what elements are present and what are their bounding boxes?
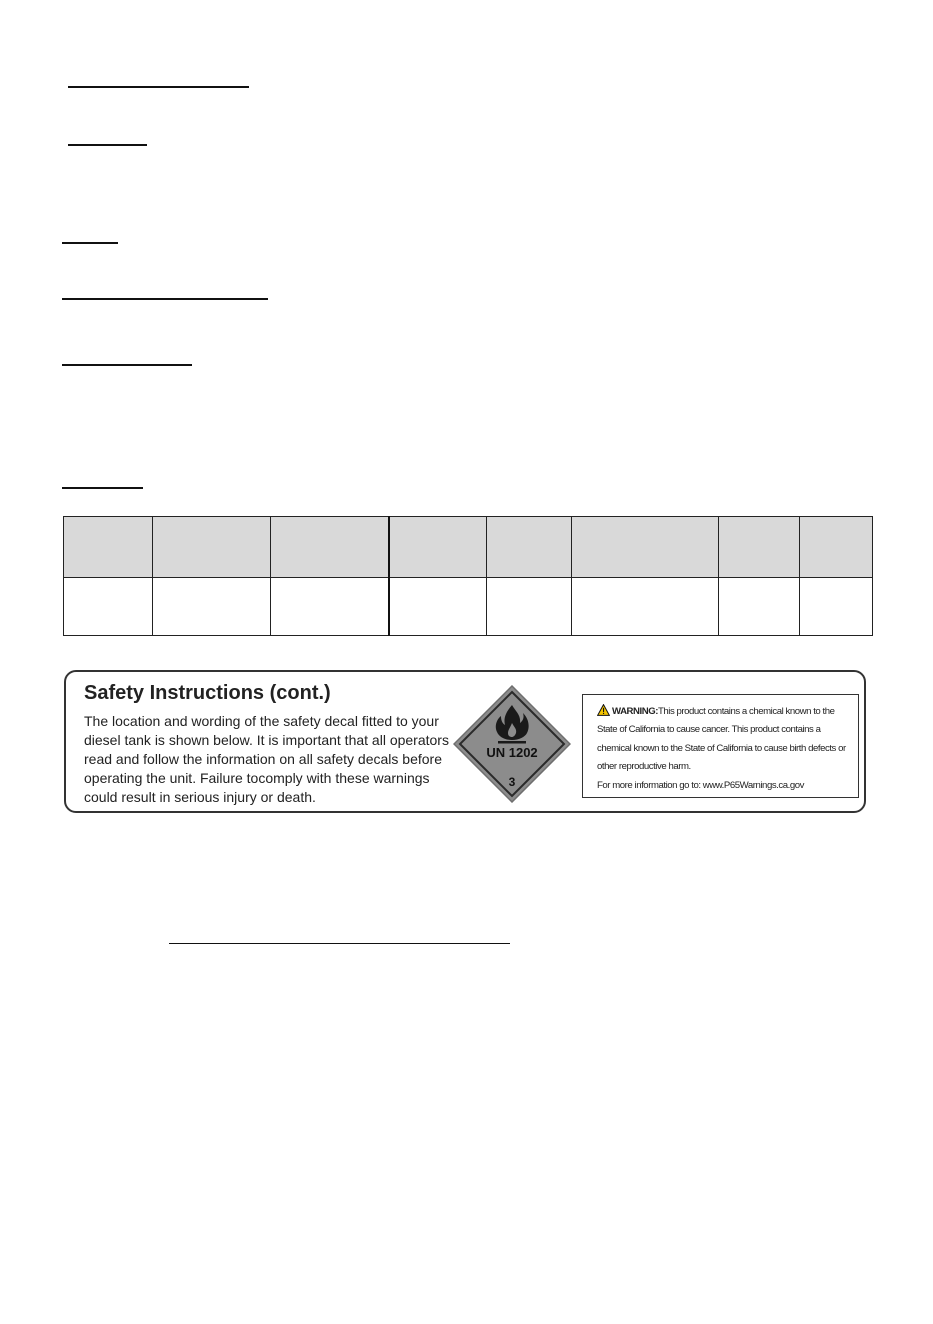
table-cell <box>389 578 487 636</box>
table-row <box>64 578 873 636</box>
table-cell <box>800 578 873 636</box>
table-header-cell <box>271 517 389 578</box>
warning-text: This product contains a chemical known to the <box>657 706 835 717</box>
warning-triangle-icon <box>597 704 610 716</box>
safety-body-line: diesel tank is shown below. It is important that all operators <box>84 732 449 748</box>
table-header-cell <box>800 517 873 578</box>
warning-line: State of California to cause cancer. This product contains a <box>597 724 821 736</box>
table-header-cell <box>487 517 572 578</box>
heading-rule-6 <box>62 487 143 489</box>
table-cell <box>572 578 719 636</box>
table-header-cell <box>572 517 719 578</box>
table-header-cell <box>64 517 153 578</box>
table-cell <box>153 578 271 636</box>
heading-rule-4 <box>62 298 268 300</box>
hazard-class-number: 3 <box>508 775 516 789</box>
table-cell <box>64 578 153 636</box>
table-cell <box>719 578 800 636</box>
table-cell <box>487 578 572 636</box>
warning-label: WARNING: <box>612 706 658 717</box>
heading-rule-1 <box>68 86 249 88</box>
warning-line <box>597 703 858 721</box>
table-header-cell <box>153 517 271 578</box>
table-cell <box>271 578 389 636</box>
hazard-diamond-label <box>453 685 571 803</box>
specification-table <box>63 516 873 636</box>
table-header-cell <box>389 517 487 578</box>
heading-rule-3 <box>62 242 118 244</box>
safety-body-line: The location and wording of the safety decal fitted to your <box>84 713 439 729</box>
warning-line: chemical known to the State of California to cause birth defects or <box>597 742 846 754</box>
safety-panel-body <box>84 712 449 807</box>
safety-body-line: could result in serious injury or death. <box>84 789 316 805</box>
warning-line: other reproductive harm. <box>597 761 691 773</box>
signature-line <box>169 943 510 944</box>
safety-body-line: operating the unit. Failure tocomply with these warnings <box>84 770 430 786</box>
un-number: UN 1202 <box>486 745 538 760</box>
table-header-cell <box>719 517 800 578</box>
table-header-row <box>64 517 873 578</box>
warning-more-info: For more information go to: www.P65Warnings.ca.gov <box>597 779 804 791</box>
prop65-warning-box <box>582 694 859 798</box>
heading-rule-5 <box>62 364 192 366</box>
safety-panel-title: Safety Instructions (cont.) <box>84 682 331 704</box>
safety-body-line: read and follow the information on all safety decals before <box>84 751 442 767</box>
safety-instructions-panel <box>64 670 866 813</box>
heading-rule-2 <box>68 144 147 146</box>
